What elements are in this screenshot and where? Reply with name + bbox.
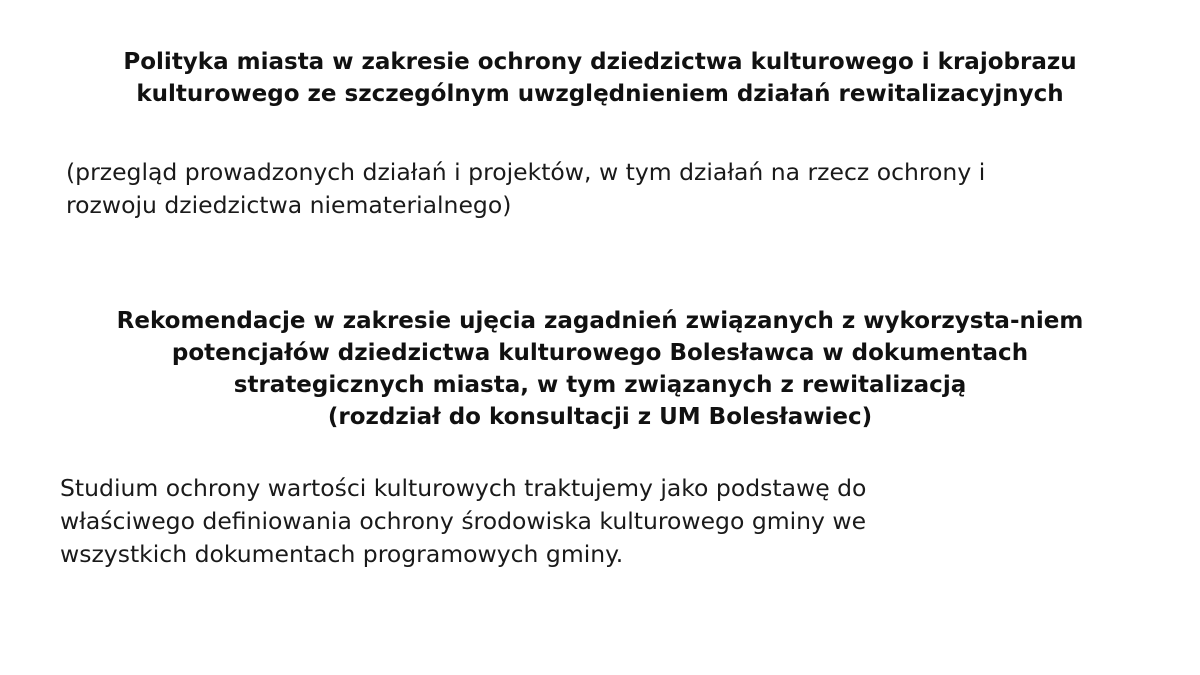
section-2-heading-line: Rekomendacje w zakresie ujęcia zagadnień związanych z wykorzysta-niem [116, 308, 1084, 334]
section-1-heading-line: Polityka miasta w zakresie ochrony dziedzictwa kulturowego i krajobrazu [123, 49, 1077, 75]
section-2-heading-line: strategicznych miasta, w tym związanych z rewitalizacją [233, 372, 967, 398]
section-2-heading [40, 305, 1160, 433]
section-1-subtitle-line: rozwoju dziedzictwa niematerialnego) [66, 191, 512, 219]
section-2-paragraph-line: właściwego definiowania ochrony środowiska kulturowego gminy we [60, 507, 867, 535]
section-1-heading-line: kulturowego ze szczególnym uwzględnieniem działań rewitalizacyjnych [136, 81, 1064, 107]
section-1-subtitle [66, 156, 1166, 222]
section-2-paragraph-line: Studium ochrony wartości kulturowych traktujemy jako podstawę do [60, 474, 867, 502]
section-2-paragraph [60, 472, 1060, 571]
section-1-heading [40, 46, 1160, 110]
section-2-heading-line: (rozdział do konsultacji z UM Bolesławiec) [327, 404, 873, 430]
section-1-subtitle-line: (przegląd prowadzonych działań i projektów, w tym działań na rzecz ochrony i [66, 158, 986, 186]
section-2-paragraph-line: wszystkich dokumentach programowych gminy. [60, 540, 624, 568]
section-2-heading-line: potencjałów dziedzictwa kulturowego Bolesławca w dokumentach [171, 340, 1029, 366]
